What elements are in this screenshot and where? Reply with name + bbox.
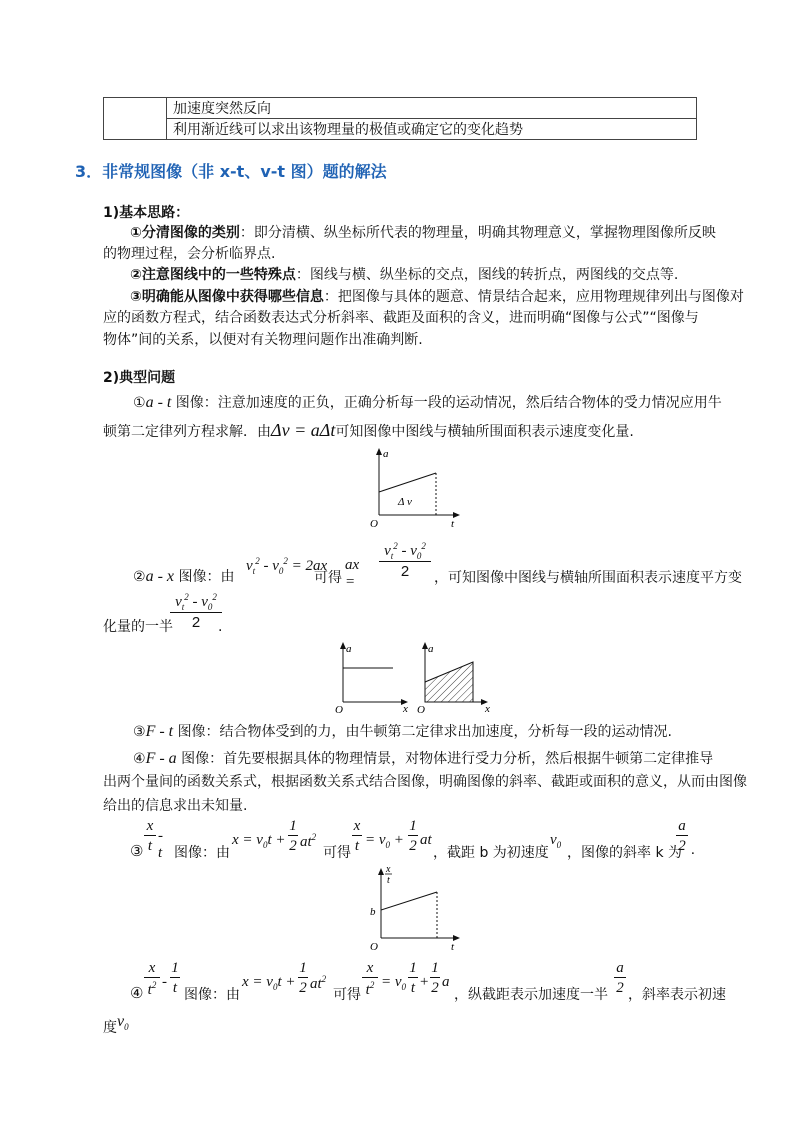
item2-line2-end: . bbox=[218, 619, 223, 635]
table-cell: 加速度突然反向 bbox=[167, 98, 697, 119]
table-row bbox=[104, 119, 697, 140]
y-label-num: x bbox=[386, 864, 391, 875]
typical-title: 2)典型问题 bbox=[103, 370, 176, 386]
basic-p3 bbox=[130, 287, 744, 307]
graph-line bbox=[381, 892, 437, 910]
item5-tail: - t bbox=[158, 828, 163, 861]
item6-k-num: a bbox=[614, 960, 626, 978]
x-label: t bbox=[451, 941, 455, 952]
origin-label-2: O bbox=[417, 704, 425, 715]
item5-t2: 可得 bbox=[323, 845, 351, 861]
item5-end: . bbox=[691, 842, 695, 858]
item6-t1: 图像：由 bbox=[184, 987, 240, 1003]
basic-title: 1)基本思路： bbox=[103, 205, 190, 221]
y-label-den: t bbox=[387, 875, 390, 886]
item1-line2a: 顿第二定律列方程求解．由 bbox=[103, 424, 271, 440]
graph-line bbox=[379, 473, 436, 492]
y-label-2: a bbox=[428, 643, 434, 655]
item5-frac-den: t bbox=[147, 838, 153, 854]
table-cell: 利用渐近线可以求出该物理量的极值或确定它的变化趋势 bbox=[167, 119, 697, 140]
item6-number: ④ bbox=[130, 986, 144, 1002]
basic-p1-line2: 的物理过程，会分析临界点. bbox=[103, 246, 276, 262]
item5-eq2: = $v_0$ + bbox=[365, 832, 404, 850]
item2-t1: 图像：由 bbox=[178, 569, 235, 585]
intercept-label: b bbox=[370, 906, 376, 918]
section-title: 3．非常规图像（非 x-t、v-t 图）题的解法 bbox=[75, 162, 387, 181]
item5-eq1: $x = v_0t$ + bbox=[232, 832, 286, 850]
basic-p2 bbox=[130, 265, 678, 285]
item1-eq: Δv = aΔt bbox=[271, 420, 336, 440]
item6-line2 bbox=[103, 1013, 129, 1043]
item5-frac-num: x bbox=[144, 818, 156, 836]
item6-v0: $v_0$ bbox=[117, 1013, 129, 1033]
table-cell-empty bbox=[104, 98, 167, 140]
item5-v0: $v_0$ bbox=[550, 832, 562, 850]
item2-line1 bbox=[133, 566, 234, 588]
item3-number: ③ bbox=[133, 724, 146, 740]
item6-k-den: 2 bbox=[616, 980, 624, 996]
item1-number: ① bbox=[133, 395, 146, 411]
x-label: t bbox=[451, 518, 455, 530]
item6-t3: ，纵截距表示加速度一半 bbox=[454, 987, 608, 1003]
item3-math: F - t bbox=[145, 723, 174, 740]
item6-t2: 可得 bbox=[333, 987, 361, 1003]
item2-line2-den: 2 bbox=[191, 614, 201, 631]
y-label: a bbox=[383, 448, 389, 460]
basic-p3-text: ：把图像与具体的题意、情景结合起来，应用物理规律列出与图像对 bbox=[323, 289, 744, 305]
item1-math: a - t bbox=[145, 394, 172, 411]
table-row bbox=[104, 98, 697, 119]
item5-k-num: a bbox=[676, 818, 688, 836]
item4-line3: 给出的信息求出未知量. bbox=[103, 798, 248, 814]
item4-text: 图像：首先要根据具体的物理情景，对物体进行受力分析，然后根据牛顿第二定律推导 bbox=[181, 751, 714, 767]
item5-t4: ，图像的斜率 k 为 bbox=[567, 845, 683, 861]
y-axis-arrow bbox=[376, 448, 382, 455]
item2-eq1: $v_t^2 - v_0^2 = 2ax$ bbox=[246, 556, 328, 576]
basic-p2-bold: ②注意图线中的一些特殊点 bbox=[130, 267, 296, 283]
item4-line1 bbox=[133, 749, 713, 769]
area-label: Δ v bbox=[398, 496, 412, 508]
basic-p2-text: ：图线与横、纵坐标的交点，图线的转折点，两图线的交点等. bbox=[295, 267, 679, 283]
a-x-graphs bbox=[333, 640, 503, 715]
item6-t4: ，斜率表示初速 bbox=[628, 987, 726, 1003]
item2-number: ② bbox=[133, 569, 146, 585]
item5-k-den: 2 bbox=[678, 838, 686, 854]
basic-p1-bold: ①分清图像的类别 bbox=[130, 225, 240, 241]
basic-p1 bbox=[130, 223, 716, 243]
basic-p3-line2: 应的函数方程式，结合函数表达式分析斜率、截距及面积的含义，进而明确“图像与公式”“图像与 bbox=[103, 310, 699, 326]
origin-label-1: O bbox=[335, 704, 343, 715]
item3-text: 图像：结合物体受到的力，由牛顿第二定律求出加速度，分析每一段的运动情况. bbox=[177, 724, 673, 740]
basic-p1-text: ：即分清横、纵坐标所代表的物理量，明确其物理意义，掌握物理图像所反映 bbox=[239, 225, 716, 241]
item4-math: F - a bbox=[145, 750, 177, 767]
basic-p3-line3: 物体”间的关系，以便对有关物理问题作出准确判断. bbox=[103, 332, 423, 348]
y-label-1: a bbox=[346, 643, 352, 655]
basic-p3-bold: ③明确能从图像中获得哪些信息 bbox=[130, 289, 324, 305]
item1-line2b: 可知图像中图线与横轴所围面积表示速度变化量. bbox=[335, 424, 634, 440]
item3-line1 bbox=[133, 722, 672, 742]
y-axis-arrow bbox=[378, 868, 384, 875]
origin-label: O bbox=[370, 941, 378, 952]
x-label-2: x bbox=[485, 703, 490, 715]
x-label-1: x bbox=[403, 703, 408, 715]
item1-line2 bbox=[103, 420, 634, 442]
item4-number: ④ bbox=[133, 751, 146, 767]
summary-table bbox=[103, 97, 697, 140]
item4-line2: 出两个量间的函数关系式，根据函数关系式结合图像，明确图像的斜率、截距或面积的意义，从而由图像 bbox=[103, 774, 747, 790]
hatched-area bbox=[425, 662, 473, 702]
x-over-t-graph bbox=[365, 862, 465, 952]
item5-t1: 图像：由 bbox=[174, 845, 230, 861]
item2-eq2-den: 2 bbox=[400, 563, 410, 580]
item5-number: ③ bbox=[130, 844, 144, 860]
item1-text: 图像：注意加速度的正负，正确分析每一段的运动情况，然后结合物体的受力情况应用牛 bbox=[175, 395, 722, 411]
origin-label: O bbox=[370, 518, 378, 530]
a-t-graph bbox=[365, 445, 465, 530]
item2-t2: 可得 bbox=[314, 570, 342, 586]
item2-line2: 化量的一半 bbox=[103, 619, 173, 635]
item1-line1 bbox=[133, 393, 722, 413]
item5-t3: ，截距 b 为初速度 bbox=[433, 845, 549, 861]
item6-line2-text: 度 bbox=[103, 1020, 117, 1036]
item2-math: a - x bbox=[145, 568, 174, 585]
item2-t3: ，可知图像中图线与横轴所围面积表示速度平方变 bbox=[434, 570, 742, 586]
